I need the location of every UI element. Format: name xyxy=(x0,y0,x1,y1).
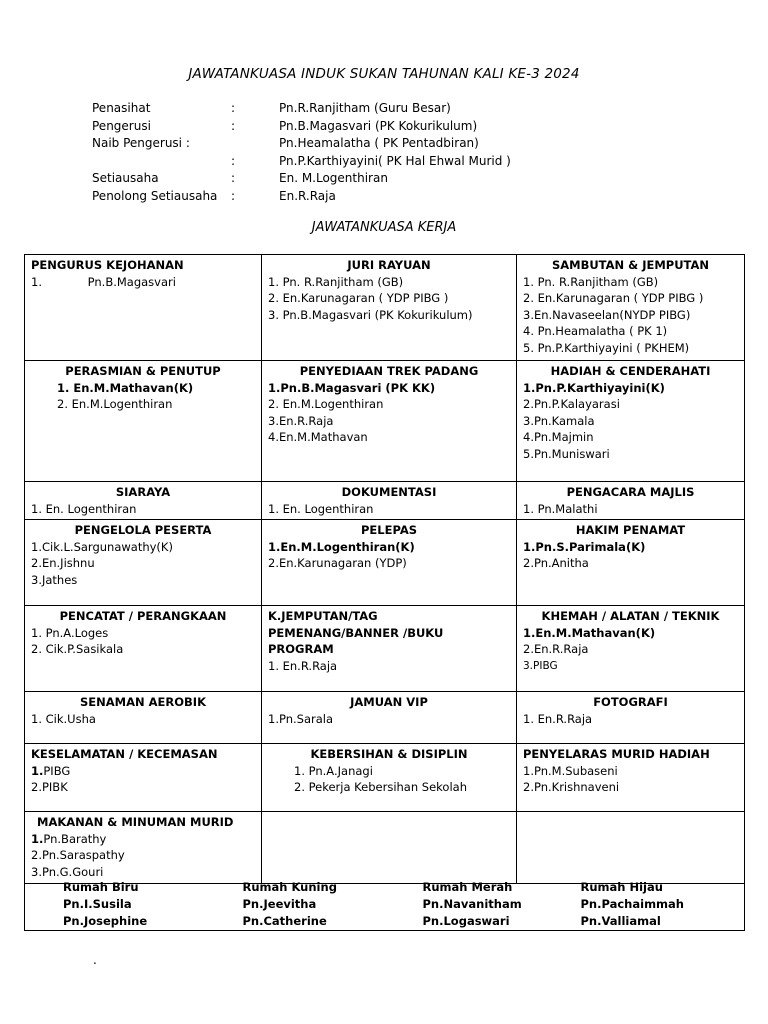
committee-cell-empty xyxy=(517,812,745,884)
committee-member: 2. Pekerja Kebersihan Sekolah xyxy=(294,780,467,794)
committee-cell-perasmian xyxy=(25,361,262,482)
committee-cell-pengelola xyxy=(25,520,262,606)
table-row xyxy=(25,606,745,692)
advisor-value: Pn.Heamalatha ( PK Pentadbiran) xyxy=(279,136,479,150)
advisor-value: Pn.B.Magasvari (PK Kokurikulum) xyxy=(279,118,478,133)
committee-cell-dokumentasi xyxy=(262,482,517,520)
committee-title: JURI RAYUAN xyxy=(347,258,431,272)
table-row xyxy=(25,692,745,744)
house-member: Pn.Pachaimmah xyxy=(580,897,684,911)
committee-member: 2. En.Karunagaran ( YDP PIBG ) xyxy=(523,291,704,305)
committee-title: HADIAH & CENDERAHATI xyxy=(550,364,711,378)
committee-title: DOKUMENTASI xyxy=(341,485,437,499)
committee-title: PENGACARA MAJLIS xyxy=(566,485,695,499)
committee-title: PENCATAT / PERANGKAAN xyxy=(59,609,227,623)
committee-title: PROGRAM xyxy=(268,642,334,656)
table-row xyxy=(25,482,745,520)
committee-title: PENYEDIAAN TREK PADANG xyxy=(299,364,479,378)
advisor-colon: : xyxy=(231,153,236,168)
committee-title: SAMBUTAN & JEMPUTAN xyxy=(551,258,710,272)
committee-member: 1.En.M.Mathavan(K) xyxy=(523,625,656,640)
committee-member: 2.Pn.Krishnaveni xyxy=(523,780,620,794)
member-name: PIBG xyxy=(43,763,71,778)
committee-member: 1. En.R.Raja xyxy=(523,711,593,726)
committee-title: K.JEMPUTAN/TAG xyxy=(268,609,378,623)
committee-member: 4.En.M.Mathavan xyxy=(268,430,368,444)
member-number: 1. xyxy=(31,763,44,778)
committee-member: 2. En.Karunagaran ( YDP PIBG ) xyxy=(268,291,449,305)
member-name: Pn.B.Magasvari xyxy=(87,274,176,289)
committee-cell-penyelaras xyxy=(517,744,745,812)
committee-member xyxy=(31,274,255,291)
committee-title: SIARAYA xyxy=(115,485,171,499)
committee-member: 1.Pn.B.Magasvari (PK KK) xyxy=(268,380,436,395)
committee-member: 1. Pn.A.Janagi xyxy=(294,763,373,778)
committee-title: KEBERSIHAN & DISIPLIN xyxy=(310,747,468,761)
committee-cell-hakim xyxy=(517,520,745,606)
section-subtitle: JAWATANKUASA KERJA xyxy=(311,220,457,235)
committee-member: 1. Pn.Malathi xyxy=(523,501,598,516)
committee-cell-makanan xyxy=(25,812,262,884)
committee-title: SENAMAN AEROBIK xyxy=(80,695,206,709)
house-member: Pn.Jeevitha xyxy=(242,897,317,911)
committee-cell-pelepas xyxy=(262,520,517,606)
committee-title: PENGURUS KEJOHANAN xyxy=(31,258,184,272)
house-member: Pn.Logaswari xyxy=(422,914,510,928)
committee-member xyxy=(31,831,255,848)
committee-member: 1.Pn.Sarala xyxy=(268,711,334,726)
committee-title: PELEPAS xyxy=(360,523,418,537)
committee-cell-keselamatan xyxy=(25,744,262,812)
advisor-value: En.R.Raja xyxy=(279,188,336,203)
table-row xyxy=(25,812,745,884)
advisor-label: Pengerusi xyxy=(92,118,151,133)
advisor-label: Naib Pengerusi : xyxy=(92,136,190,150)
member-number: 1. xyxy=(31,831,44,846)
committee-member: 5. Pn.P.Karthiyayini ( PKHEM) xyxy=(523,340,690,355)
committee-table xyxy=(24,254,745,884)
member-name: Pn.Barathy xyxy=(43,831,107,846)
committee-cell-khemah xyxy=(517,606,745,692)
committee-member: 2.En.R.Raja xyxy=(523,642,589,656)
committee-title: PEMENANG/BANNER /BUKU xyxy=(268,625,444,640)
committee-member: 1.Pn.S.Parimala(K) xyxy=(523,539,646,554)
advisor-label: Setiausaha xyxy=(92,171,159,185)
house-table xyxy=(24,879,745,931)
committee-title: HAKIM PENAMAT xyxy=(575,523,686,537)
committee-cell-trek xyxy=(262,361,517,482)
committee-member: 1.Cik.L.Sargunawathy(K) xyxy=(31,539,173,554)
table-row xyxy=(25,896,745,913)
committee-member: 1.En.M.Logenthiran(K) xyxy=(268,539,415,554)
committee-member: 1.Pn.M.Subaseni xyxy=(523,763,618,778)
advisor-colon: : xyxy=(231,188,236,203)
committee-member: 3.PIBG xyxy=(523,659,558,672)
committee-cell-empty xyxy=(262,812,517,884)
committee-cell-jemputan-tag xyxy=(262,606,517,692)
committee-cell-pencatat xyxy=(25,606,262,692)
committee-member: 1. En. Logenthiran xyxy=(31,501,137,516)
committee-cell-senaman xyxy=(25,692,262,744)
committee-cell-juri xyxy=(262,255,517,361)
committee-title: FOTOGRAFI xyxy=(593,695,668,709)
committee-member xyxy=(31,763,255,780)
table-row xyxy=(25,879,745,896)
committee-title: JAMUAN VIP xyxy=(350,695,428,709)
advisor-label: Penolong Setiausaha xyxy=(92,188,218,203)
committee-member: 1. Pn.A.Loges xyxy=(31,625,109,640)
house-name: Rumah Kuning xyxy=(242,880,337,894)
house-name: Rumah Hijau xyxy=(580,880,663,894)
house-name: Rumah Merah xyxy=(422,880,513,894)
committee-title: MAKANAN & MINUMAN MURID xyxy=(37,815,234,829)
committee-member: 1. En. Logenthiran xyxy=(268,501,374,516)
committee-cell-kebersihan xyxy=(262,744,517,812)
committee-member: 1. En.R.Raja xyxy=(268,658,338,673)
committee-member: 1. Pn. R.Ranjitham (GB) xyxy=(523,274,659,289)
committee-member: 1.Pn.P.Karthiyayini(K) xyxy=(523,380,665,395)
committee-title: KESELAMATAN / KECEMASAN xyxy=(31,747,218,761)
committee-cell-pengurus xyxy=(25,255,262,361)
advisor-label: Penasihat xyxy=(92,101,151,115)
committee-cell-siaraya xyxy=(25,482,262,520)
table-row xyxy=(25,913,745,931)
committee-title: PENGELOLA PESERTA xyxy=(74,523,212,537)
committee-member: 3.Pn.G.Gouri xyxy=(31,864,104,879)
committee-member: 2.Pn.Saraspathy xyxy=(31,848,125,862)
committee-title: KHEMAH / ALATAN / TEKNIK xyxy=(541,609,720,623)
house-member: Pn.Valliamal xyxy=(580,914,661,928)
advisor-colon: : xyxy=(231,171,236,185)
table-row xyxy=(25,361,745,482)
advisor-colon: : xyxy=(231,101,236,115)
page-title: JAWATANKUASA INDUK SUKAN TAHUNAN KALI KE-3 2024 xyxy=(188,66,580,82)
house-member: Pn.Navanitham xyxy=(422,897,522,911)
committee-member: 3.En.Navaseelan(NYDP PIBG) xyxy=(523,307,691,322)
committee-member: 2.En.Jishnu xyxy=(31,556,95,570)
committee-member: 2.En.Karunagaran (YDP) xyxy=(268,556,407,570)
table-row xyxy=(25,520,745,606)
committee-member: 4.Pn.Majmin xyxy=(523,430,594,444)
advisor-value: Pn.R.Ranjitham (Guru Besar) xyxy=(279,101,451,115)
committee-member: 2.Pn.Anitha xyxy=(523,556,589,570)
committee-member: 2.Pn.P.Kalayarasi xyxy=(523,397,620,411)
advisor-colon: : xyxy=(231,118,236,133)
committee-cell-sambutan xyxy=(517,255,745,361)
committee-member: 4. Pn.Heamalatha ( PK 1) xyxy=(523,324,668,338)
committee-cell-jamuan xyxy=(262,692,517,744)
table-row xyxy=(25,744,745,812)
committee-title: PERASMIAN & PENUTUP xyxy=(65,364,221,378)
committee-member: 3. Pn.B.Magasvari (PK Kokurikulum) xyxy=(268,307,473,322)
committee-member: 1. En.M.Mathavan(K) xyxy=(57,380,194,395)
committee-member: 5.Pn.Muniswari xyxy=(523,446,610,461)
house-member: Pn.Josephine xyxy=(63,914,148,928)
advisor-value: En. M.Logenthiran xyxy=(279,171,388,185)
table-row xyxy=(25,255,745,361)
house-member: Pn.Catherine xyxy=(242,914,327,928)
committee-member: 2. Cik.P.Sasikala xyxy=(31,642,124,656)
committee-cell-fotografi xyxy=(517,692,745,744)
advisor-value: Pn.P.Karthiyayini( PK Hal Ehwal Murid ) xyxy=(279,153,511,168)
committee-member: 1. Pn. R.Ranjitham (GB) xyxy=(268,274,404,289)
committee-member: 3.En.R.Raja xyxy=(268,413,334,428)
committee-member: 2. En.M.Logenthiran xyxy=(57,397,173,411)
committee-member: 1. Cik.Usha xyxy=(31,711,96,726)
committee-member: 3.Jathes xyxy=(31,572,78,587)
committee-title: PENYELARAS MURID HADIAH xyxy=(523,747,710,761)
member-number: 1. xyxy=(31,274,42,289)
house-name: Rumah Biru xyxy=(63,880,139,894)
committee-cell-hadiah xyxy=(517,361,745,482)
committee-member: 3.Pn.Kamala xyxy=(523,413,595,428)
house-member: Pn.I.Susila xyxy=(63,897,132,911)
committee-cell-pengacara xyxy=(517,482,745,520)
footer-mark: . xyxy=(93,953,97,967)
committee-member: 2.PIBK xyxy=(31,780,68,794)
committee-member: 2. En.M.Logenthiran xyxy=(268,397,384,411)
